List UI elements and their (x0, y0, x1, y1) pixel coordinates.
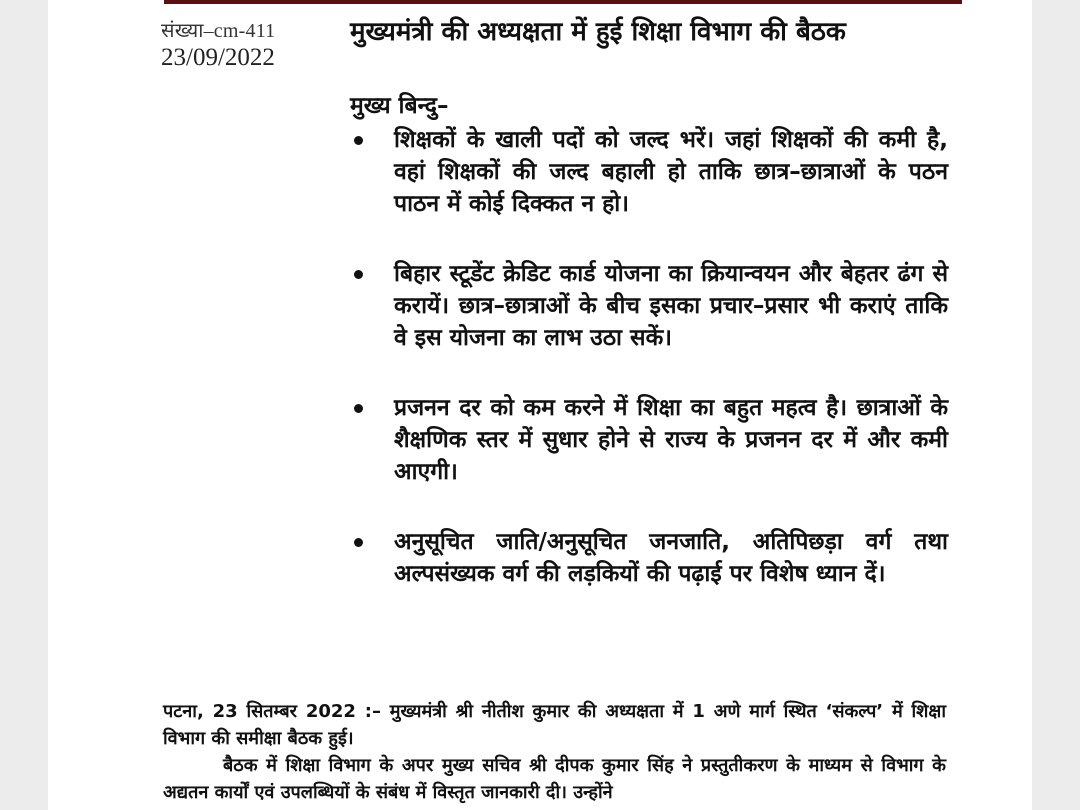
bullet-icon (354, 270, 363, 279)
page-title: मुख्यमंत्री की अध्यक्षता में हुई शिक्षा विभाग की बैठक (350, 17, 846, 47)
list-item (348, 526, 948, 590)
key-points-heading: मुख्य बिन्दु– (350, 93, 449, 119)
body-paragraph-2: बैठक में शिक्षा विभाग के अपर मुख्य सचिव श्री दीपक कुमार सिंह ने प्रस्तुतीकरण के माध्यम से विभाग के अद्यतन कार्यों एवं उपलब्धियों के संबंध में विस्तृत जानकारी दी। उन्होंने (163, 755, 946, 803)
bullet-icon (354, 404, 363, 413)
list-item-text: अनुसूचित जाति/अनुसूचित जनजाति, अतिपिछड़ा वर्ग तथा अल्पसंख्यक वर्ग की लड़कियों की पढ़ाई पर विशेष ध्यान दें। (394, 529, 948, 587)
list-item-text: बिहार स्टूडेंट क्रेडिट कार्ड योजना का क्रियान्वयन और बेहतर ढंग से करायें। छात्र–छात्राओं के बीच इसका प्रचार–प्रसार भी कराएं ताकि वे इस योजना का लाभ उठा सकें। (394, 261, 948, 351)
list-item (348, 392, 948, 488)
bullet-icon (354, 538, 363, 547)
body-paragraph-1: पटना, 23 सितम्बर 2022 :– मुख्यमंत्री श्री नीतीश कुमार की अध्यक्षता में 1 अणे मार्ग स्थित ‘संकल्प’ में शिक्षा विभाग की समीक्षा बैठक हुई। (163, 701, 946, 749)
document-date: 23/09/2022 (161, 44, 275, 71)
bullet-icon (354, 136, 363, 145)
header-rule (164, 0, 962, 4)
list-item (348, 258, 948, 354)
list-item (348, 124, 948, 220)
key-points-list (348, 124, 948, 590)
list-item-text: प्रजनन दर को कम करने में शिक्षा का बहुत महत्व है। छात्राओं के शैक्षणिक स्तर में सुधार होने से राज्य के प्रजनन दर में और कमी आएगी। (394, 395, 948, 485)
document-page (48, 0, 1032, 810)
reference-number: संख्या–cm-411 (161, 20, 276, 42)
list-item-text: शिक्षकों के खाली पदों को जल्द भरें। जहां शिक्षकों की कमी है, वहां शिक्षकों की जल्द बहाली हो ताकि छात्र–छात्राओं के पठन पाठन में कोई दिक्कत न हो। (394, 127, 948, 217)
